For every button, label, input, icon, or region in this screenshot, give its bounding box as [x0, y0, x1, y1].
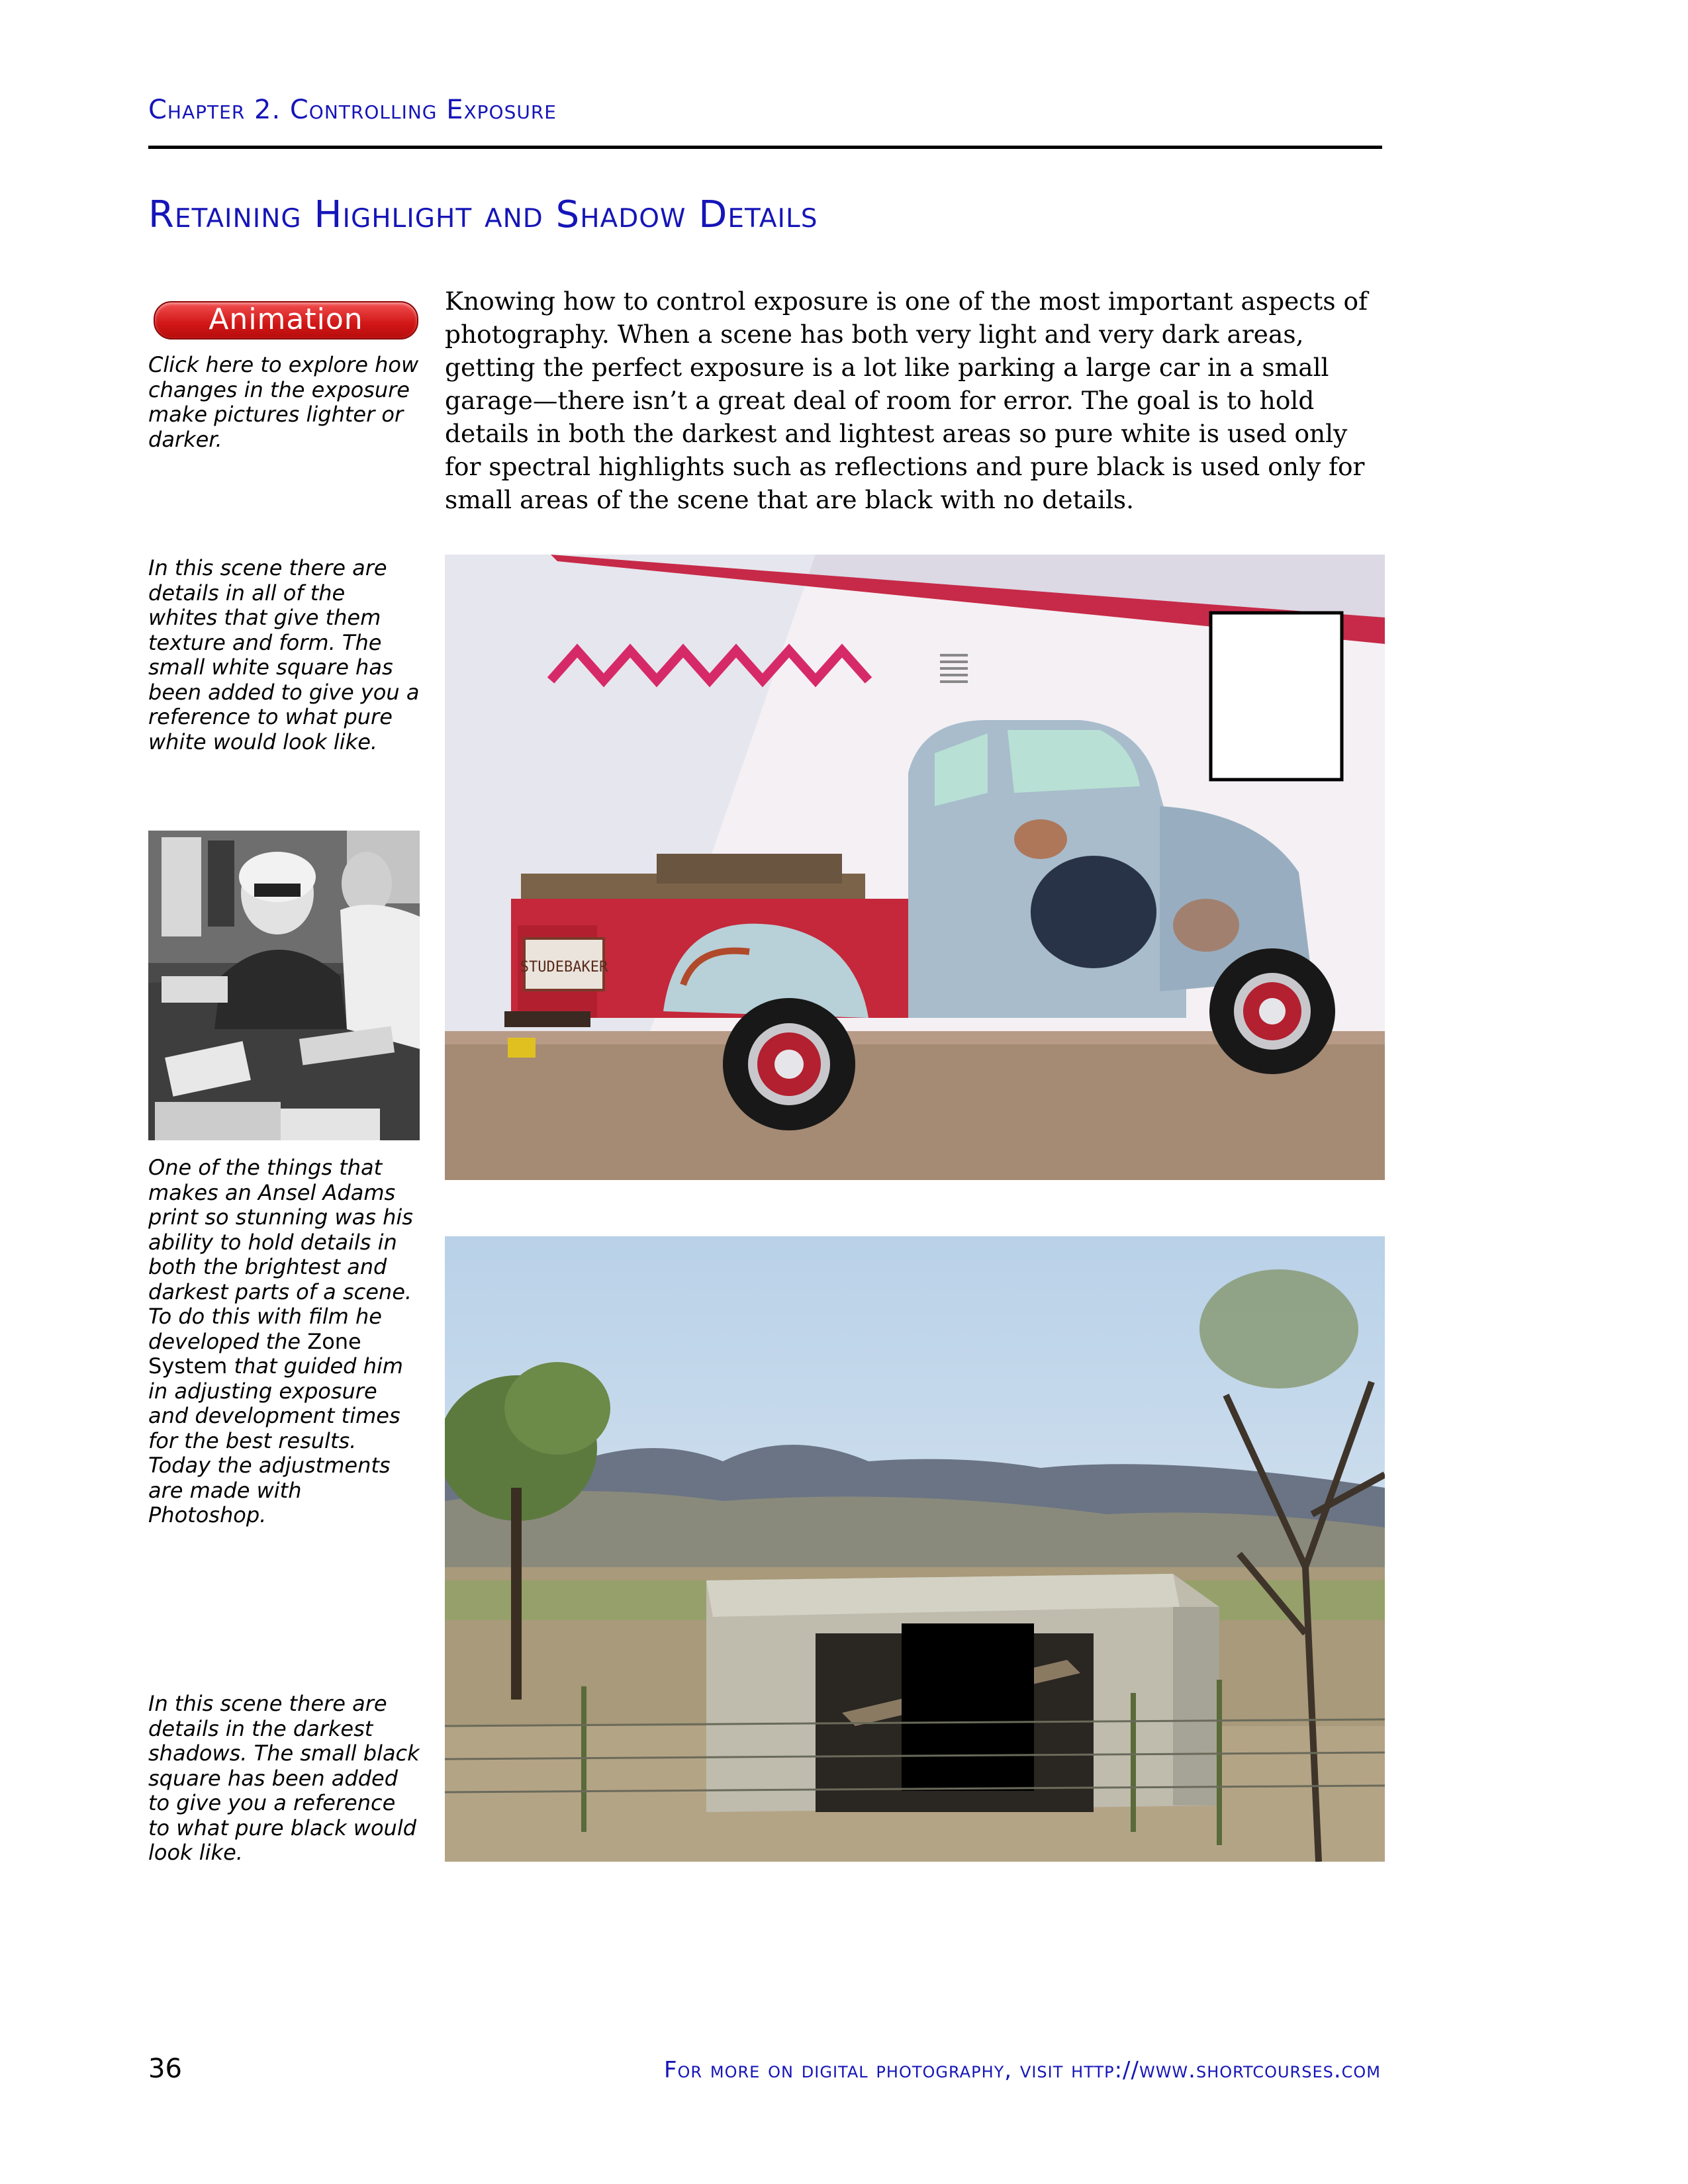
caption-ansel-adams: [148, 1156, 420, 1528]
ansel-adams-photo: [148, 831, 420, 1140]
caption-adams-text-1: One of the things that makes an Ansel Adams print so stunning was his ability to hold details in both the brightest and darkest parts of a scene. To do this with film he developed the: [148, 1155, 413, 1354]
animation-button[interactable]: Animation: [154, 301, 418, 340]
zone-system-term: Zone System: [148, 1328, 361, 1379]
truck-photo: [445, 555, 1385, 1180]
section-title: Retaining Highlight and Shadow Details: [148, 193, 818, 236]
footer-link[interactable]: For more on digital photography, visit http://www.shortcourses.com: [663, 2057, 1381, 2083]
caption-adams-text-2: that guided him in adjusting exposure and development times for the best results. Today the adjustments are made with Photoshop.: [148, 1353, 403, 1527]
caption-shadows: In this scene there are details in the darkest shadows. The small black square has been added to give you a reference to what pure black would look like.: [148, 1691, 420, 1865]
page-number: 36: [148, 2054, 182, 2084]
chapter-header: Chapter 2. Controlling Exposure: [148, 95, 557, 125]
tailgate-lettering: STUDEBAKER: [520, 959, 608, 976]
caption-whites: In this scene there are details in all of the whites that give them texture and form. The small white square has been added to give you a reference to what pure white would look like.: [148, 555, 420, 754]
header-rule: [148, 146, 1382, 149]
shed-photo: [445, 1236, 1385, 1862]
intro-paragraph: Knowing how to control exposure is one of the most important aspects of photography. When a scene has both very light and very dark areas, getting the perfect exposure is a lot like parking a large car in a small garage—there isn’t a great deal of room for error. The goal is to hold details in both the darkest and lightest areas so pure white is used only for spectral highlights such as reflections and pure black is used only for small areas of the scene that are black with no details.: [445, 287, 1368, 514]
caption-animation: Click here to explore how changes in the exposure make pictures lighter or darker.: [148, 352, 419, 452]
